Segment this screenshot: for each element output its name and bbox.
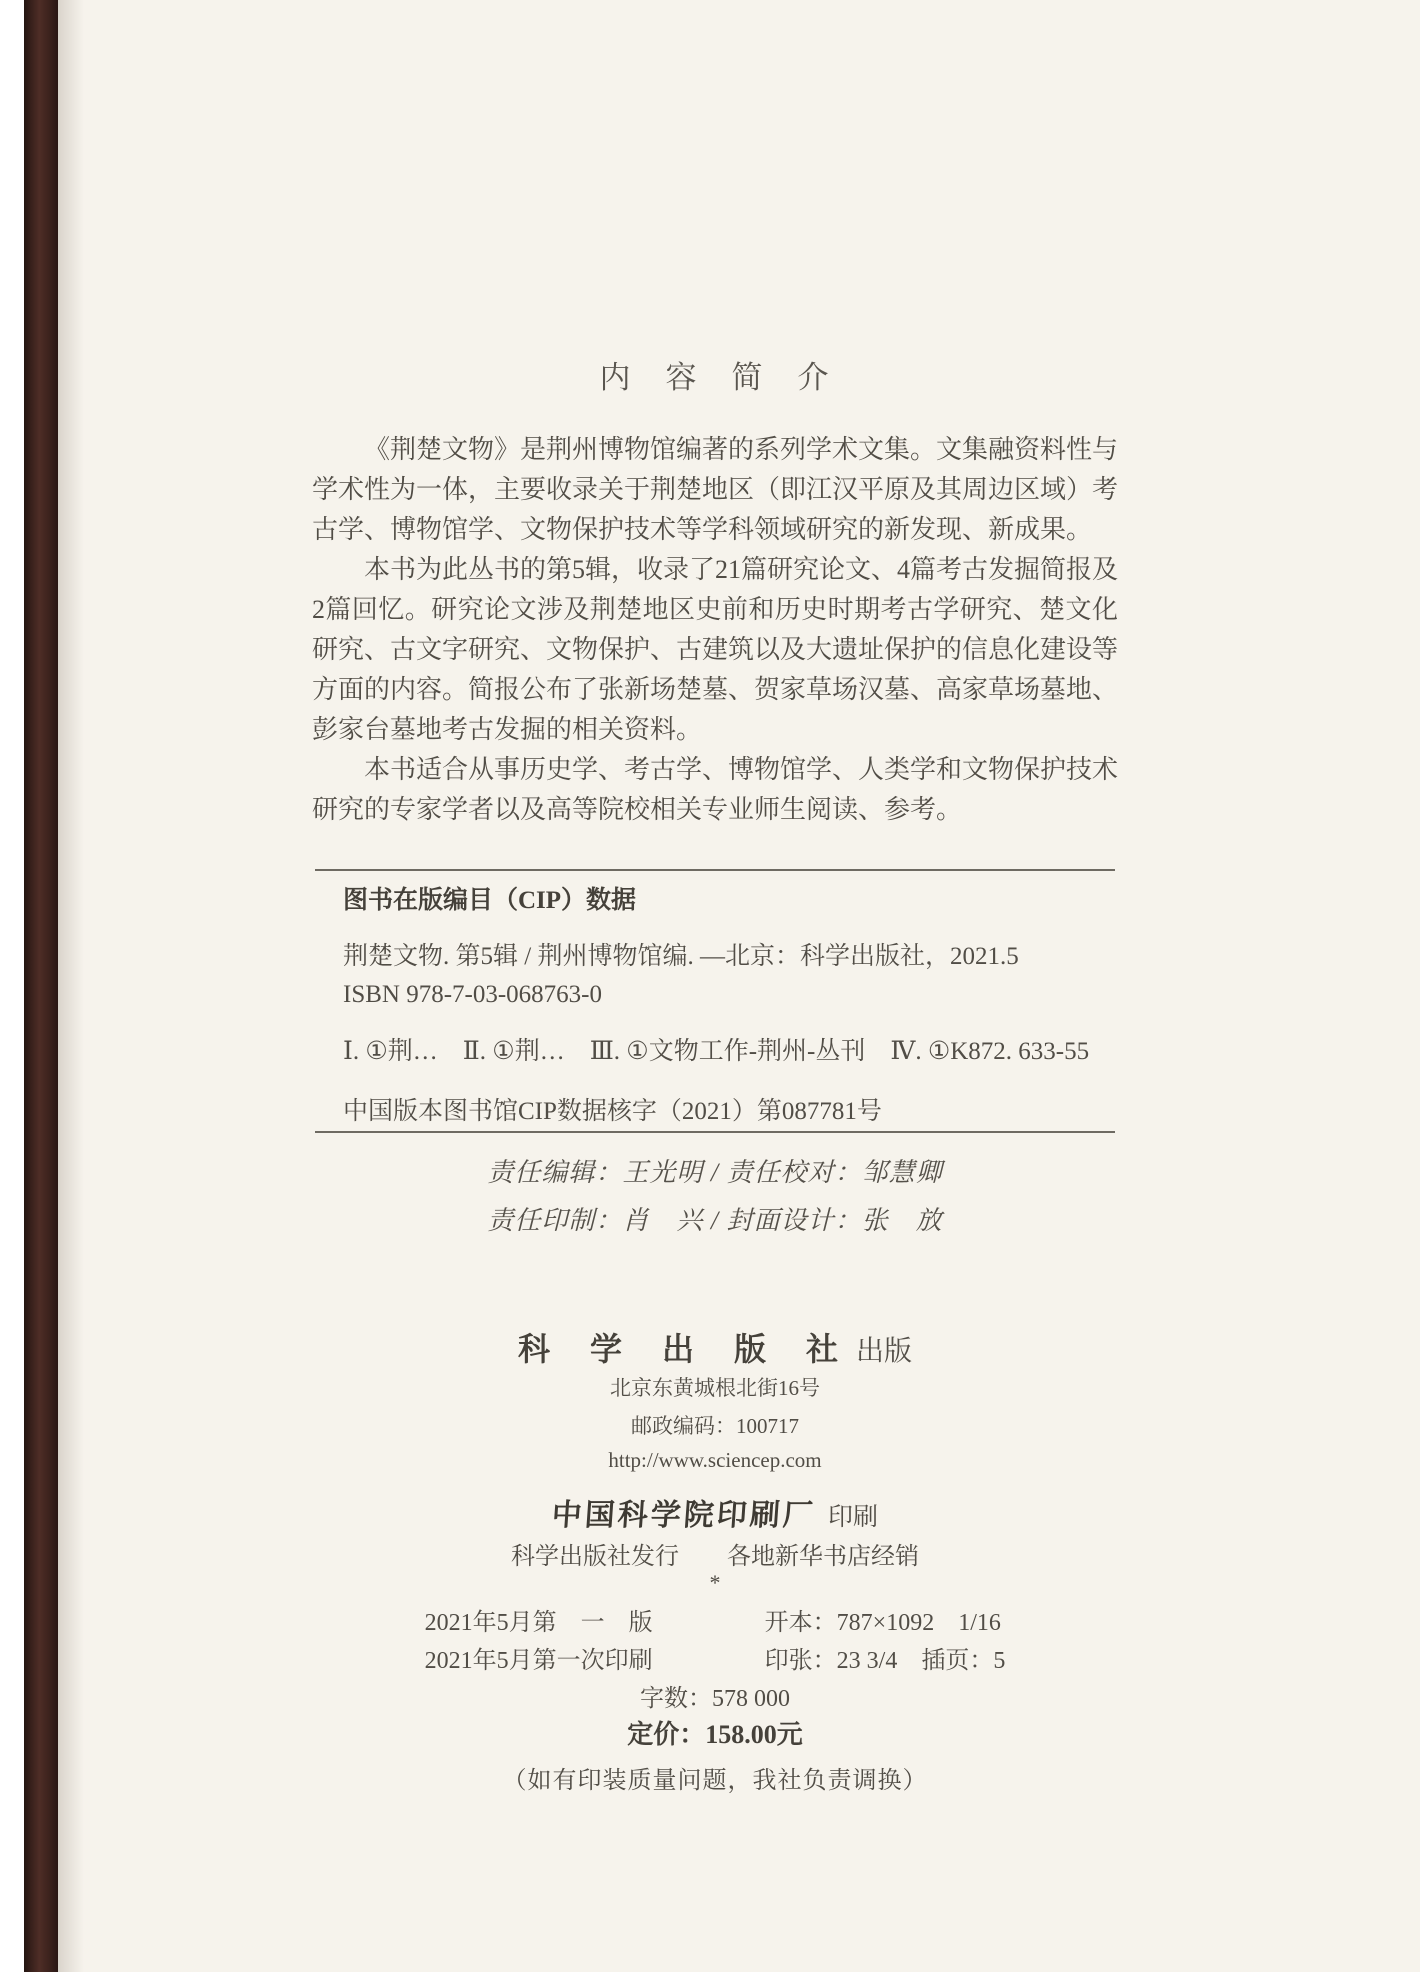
edition-block	[315, 1604, 1115, 1680]
price: 定价：158.00元	[627, 1720, 803, 1749]
credits-editors: 责任编辑：王光明 / 责任校对：邹慧卿	[487, 1158, 943, 1187]
printing-line	[425, 1642, 1006, 1680]
format-spec: 开本：787×1092 1/16	[764, 1610, 1001, 1636]
publisher-website: http://www.sciencep.com	[608, 1448, 822, 1472]
cip-heading: 图书在版编目（CIP）数据	[343, 887, 637, 914]
cip-box-bottom-rule	[315, 1131, 1115, 1133]
cip-record-number: 中国版本图书馆CIP数据核字（2021）第087781号	[343, 1098, 882, 1125]
page-edge-shadow	[58, 0, 84, 1972]
word-count: 字数：578 000	[640, 1686, 790, 1712]
intro-title: 内 容 简 介	[599, 360, 831, 395]
edition-date: 2021年5月第 一 版	[424, 1610, 653, 1636]
intro-paragraph: 本书适合从事历史学、考古学、博物馆学、人类学和文物保护技术研究的专家学者以及高等院校相关专业师生阅读、参考。	[312, 755, 1119, 824]
intro-paragraph: 本书为此丛书的第5辑，收录了21篇研究论文、4篇考古发掘简报及2篇回忆。研究论文涉及荆楚地区史前和历史时期考古学研究、楚文化研究、古文字研究、文物保护、古建筑以及大遗址保护的信息化建设等方面的内容。简报公布了张新场楚墓、贺家草场汉墓、高家草场墓地、彭家台墓地考古发掘的相关资料。	[312, 555, 1119, 744]
credits-printing: 责任印制：肖 兴 / 封面设计：张 放	[487, 1206, 943, 1235]
sheets-spec: 印张：23 3/4 插页：5	[764, 1648, 1006, 1674]
scanner-margin	[0, 0, 24, 1972]
publisher-postcode: 邮政编码：100717	[631, 1414, 799, 1438]
printing-date: 2021年5月第一次印刷	[424, 1648, 653, 1674]
intro-paragraph: 《荆楚文物》是荆州博物馆编著的系列学术文集。文集融资料性与学术性为一体，主要收录关于荆楚地区（即江汉平原及其周边区域）考古学、博物馆学、文物保护技术等学科领域研究的新发现、新成果。	[312, 435, 1119, 544]
publisher-name-line	[315, 1324, 1115, 1370]
quality-notice: （如有印装质量问题，我社负责调换）	[502, 1768, 928, 1794]
print-label: 印刷	[827, 1504, 878, 1531]
publisher-name: 科 学 出 版 社	[517, 1331, 842, 1367]
asterisk-separator: *	[709, 1570, 721, 1595]
distribution-line: 科学出版社发行 各地新华书店经销	[511, 1544, 919, 1570]
cip-entry-block	[343, 938, 1118, 1014]
publish-label: 出版	[856, 1336, 913, 1367]
cip-isbn: ISBN 978-7-03-068763-0	[343, 981, 603, 1008]
scan-edge-strip	[24, 0, 58, 1972]
edition-line	[425, 1604, 1006, 1642]
cip-entry: 荆楚文物. 第5辑 / 荆州博物馆编. —北京：科学出版社，2021.5	[343, 943, 1019, 970]
intro-paragraphs	[312, 430, 1118, 830]
edition-table	[425, 1604, 1006, 1680]
publisher-address: 北京东黄城根北街16号	[610, 1376, 820, 1400]
cip-classification: Ⅰ. ①荆… Ⅱ. ①荆… Ⅲ. ①文物工作-荆州-丛刊 Ⅳ. ①K872. 633-55	[343, 1038, 1090, 1065]
printer-name: 中国科学院印刷厂	[550, 1499, 817, 1532]
printer-line	[315, 1490, 1115, 1534]
cip-box-top-rule	[315, 869, 1115, 871]
